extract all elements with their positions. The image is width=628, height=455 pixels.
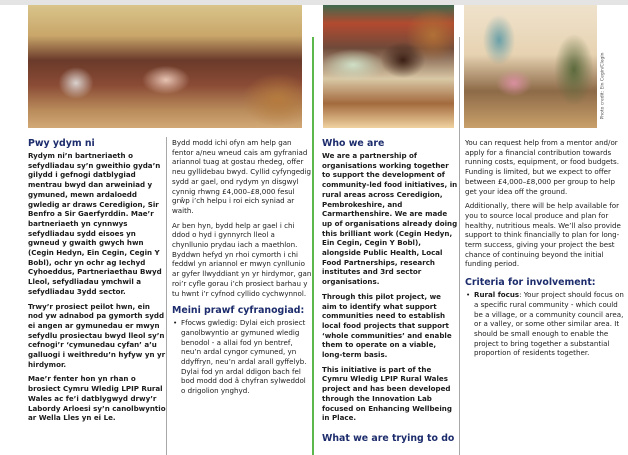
- column-divider: [166, 137, 167, 455]
- photo-cafe-counter: [464, 5, 597, 128]
- criteria-text: Ffocws gwledig: Dylai eich prosiect ganolbwyntio ar gymuned wledig benodol - a allai fod yn bentref, neu’n ardal cyngor cymuned, yn ddyffryn, neu’n ardal arall gyffelyb. Dylai fod yn ardal ddigon bach fel bod modd dod â chyfran sylweddol o drigolion ynghyd.: [181, 318, 307, 396]
- criteria-heading: Criteria for involvement:: [465, 277, 596, 289]
- english-who-we-are-section: [322, 138, 458, 446]
- criteria-heading: Meini prawf cyfranogiad:: [172, 305, 305, 317]
- photo-credit-text: Photo credit: Ein Cegin/Clegin: [600, 52, 606, 120]
- criteria-list: [172, 318, 312, 396]
- language-divider-line: [312, 37, 314, 455]
- welsh-who-we-are-section: [28, 138, 166, 428]
- welsh-help-section: [172, 138, 312, 396]
- english-help-section: [465, 138, 625, 358]
- section-heading: Pwy ydym ni: [28, 138, 95, 149]
- criteria-text: : Your project should focus on a specific rural community - which could be a village, or a community council area, or a valley, or some other similar area. It should be small enough to enable the project to bring together a substantial proportion of residents together.: [474, 290, 624, 358]
- paragraph: Rydym ni’n bartneriaeth o sefydliadau sy’n gweithio gyda’n gilydd i gefnogi datblygiad mentrau bwyd dan arweiniad y gymuned, mewn ardaloedd gwledig ar draws Ceredigion, Sir Benfro a Sir Gaerfyrddin. Mae’r bartneriaeth yn cynnwys sefydliadau sydd eisoes yn gwneud y gwaith gwych hwn (Cegin Hedyn, Ein Cegin, Cegin Y Bobl), ochr yn ochr ag Iechyd Cyhoeddus, Partneriaethau Bwyd Lleol, sefydliadau ymchwil a sefydliadau 3ydd sector.: [28, 151, 162, 296]
- section-heading: Who we are: [322, 138, 385, 149]
- paragraph: Bydd modd ichi ofyn am help gan fentor a/neu wneud cais am gyfraniad ariannol tuag at gostau rhedeg, offer neu gyllidebau bwyd. Cyllid cyfyngedig sydd ar gael, ond rydym yn disgwyl cynnig rhwng £4,000–£8,000 fesul grŵp i’ch helpu i roi eich syniad ar waith.: [172, 138, 312, 215]
- paragraph: Mae’r fenter hon yn rhan o brosiect Cymru Wledig LPIP Rural Wales ac fe’i datblygwyd drwy’r Labordy Arloesi sy’n canolbwyntio ar Wella Lles yn ei Le.: [28, 374, 166, 423]
- paragraph: This initiative is part of the Cymru Wledig LPIP Rural Wales project and has been developed through the Innovation Lab focused on Enhancing Wellbeing in Place.: [322, 364, 452, 423]
- criteria-item: [465, 290, 625, 358]
- paragraph: Through this pilot project, we aim to identify what support communities need to establish local food projects that support ‘whole communities’ and enable them to operate on a viable, long-term basis.: [322, 291, 452, 360]
- photo-dining-table: [323, 5, 454, 128]
- criteria-label: Rural focus: [474, 290, 520, 300]
- section-heading: What we are trying to do: [322, 432, 455, 444]
- paragraph: We are a partnership of organisations working together to support the development of community-led food initiatives, in rural areas across Ceredigion, Pembrokeshire, and Carmarthenshire. We are made up of organisations already doing this brilliant work (Cegin Hedyn, Ein Cegin, Cegin Y Bobl), alongside Public Health, Local Food Partnerships, research institutes and 3rd sector organisations.: [322, 151, 458, 287]
- criteria-list: [465, 290, 625, 358]
- photo-credit: [598, 40, 608, 132]
- paragraph: You can request help from a mentor and/or apply for a financial contribution towards running costs, equipment, or food budgets. Funding is limited, but we expect to offer between £4,000–£8,000 per group to help get your idea off the ground.: [465, 138, 619, 196]
- paragraph: Trwy’r prosiect peilot hwn, ein nod yw adnabod pa gymorth sydd ei angen ar gymunedau er mwyn sefydlu prosiectau bwyd lleol sy’n cefnogi’r ‘cymunedau cyfan’ a’u galluogi i weithredu’n hyfyw yn yr hirdymor.: [28, 301, 166, 369]
- paragraph: Ar ben hyn, bydd help ar gael i chi ddod o hyd i gynnyrch lleol a chynllunio prydau iach a maethlon. Byddwn hefyd yn rhoi cymorth i chi feddwl yn ariannol er mwyn cynllunio ar gyfer llwyddiant yn yr hirdymor, gan roi’r cyfle gorau i’ch prosiect barhau y tu hwnt i’r cyfnod cyllido cychwynnol.: [172, 220, 312, 298]
- paragraph: Additionally, there will be help available for you to source local produce and plan for healthy, nutritious meals. We’ll also provide support to think financially to plan for long-term success, giving your project the best chance of continuing beyond the initial funding period.: [465, 201, 621, 269]
- photo-community-meal: [28, 5, 302, 128]
- column-divider: [459, 37, 460, 455]
- criteria-item: [172, 318, 312, 396]
